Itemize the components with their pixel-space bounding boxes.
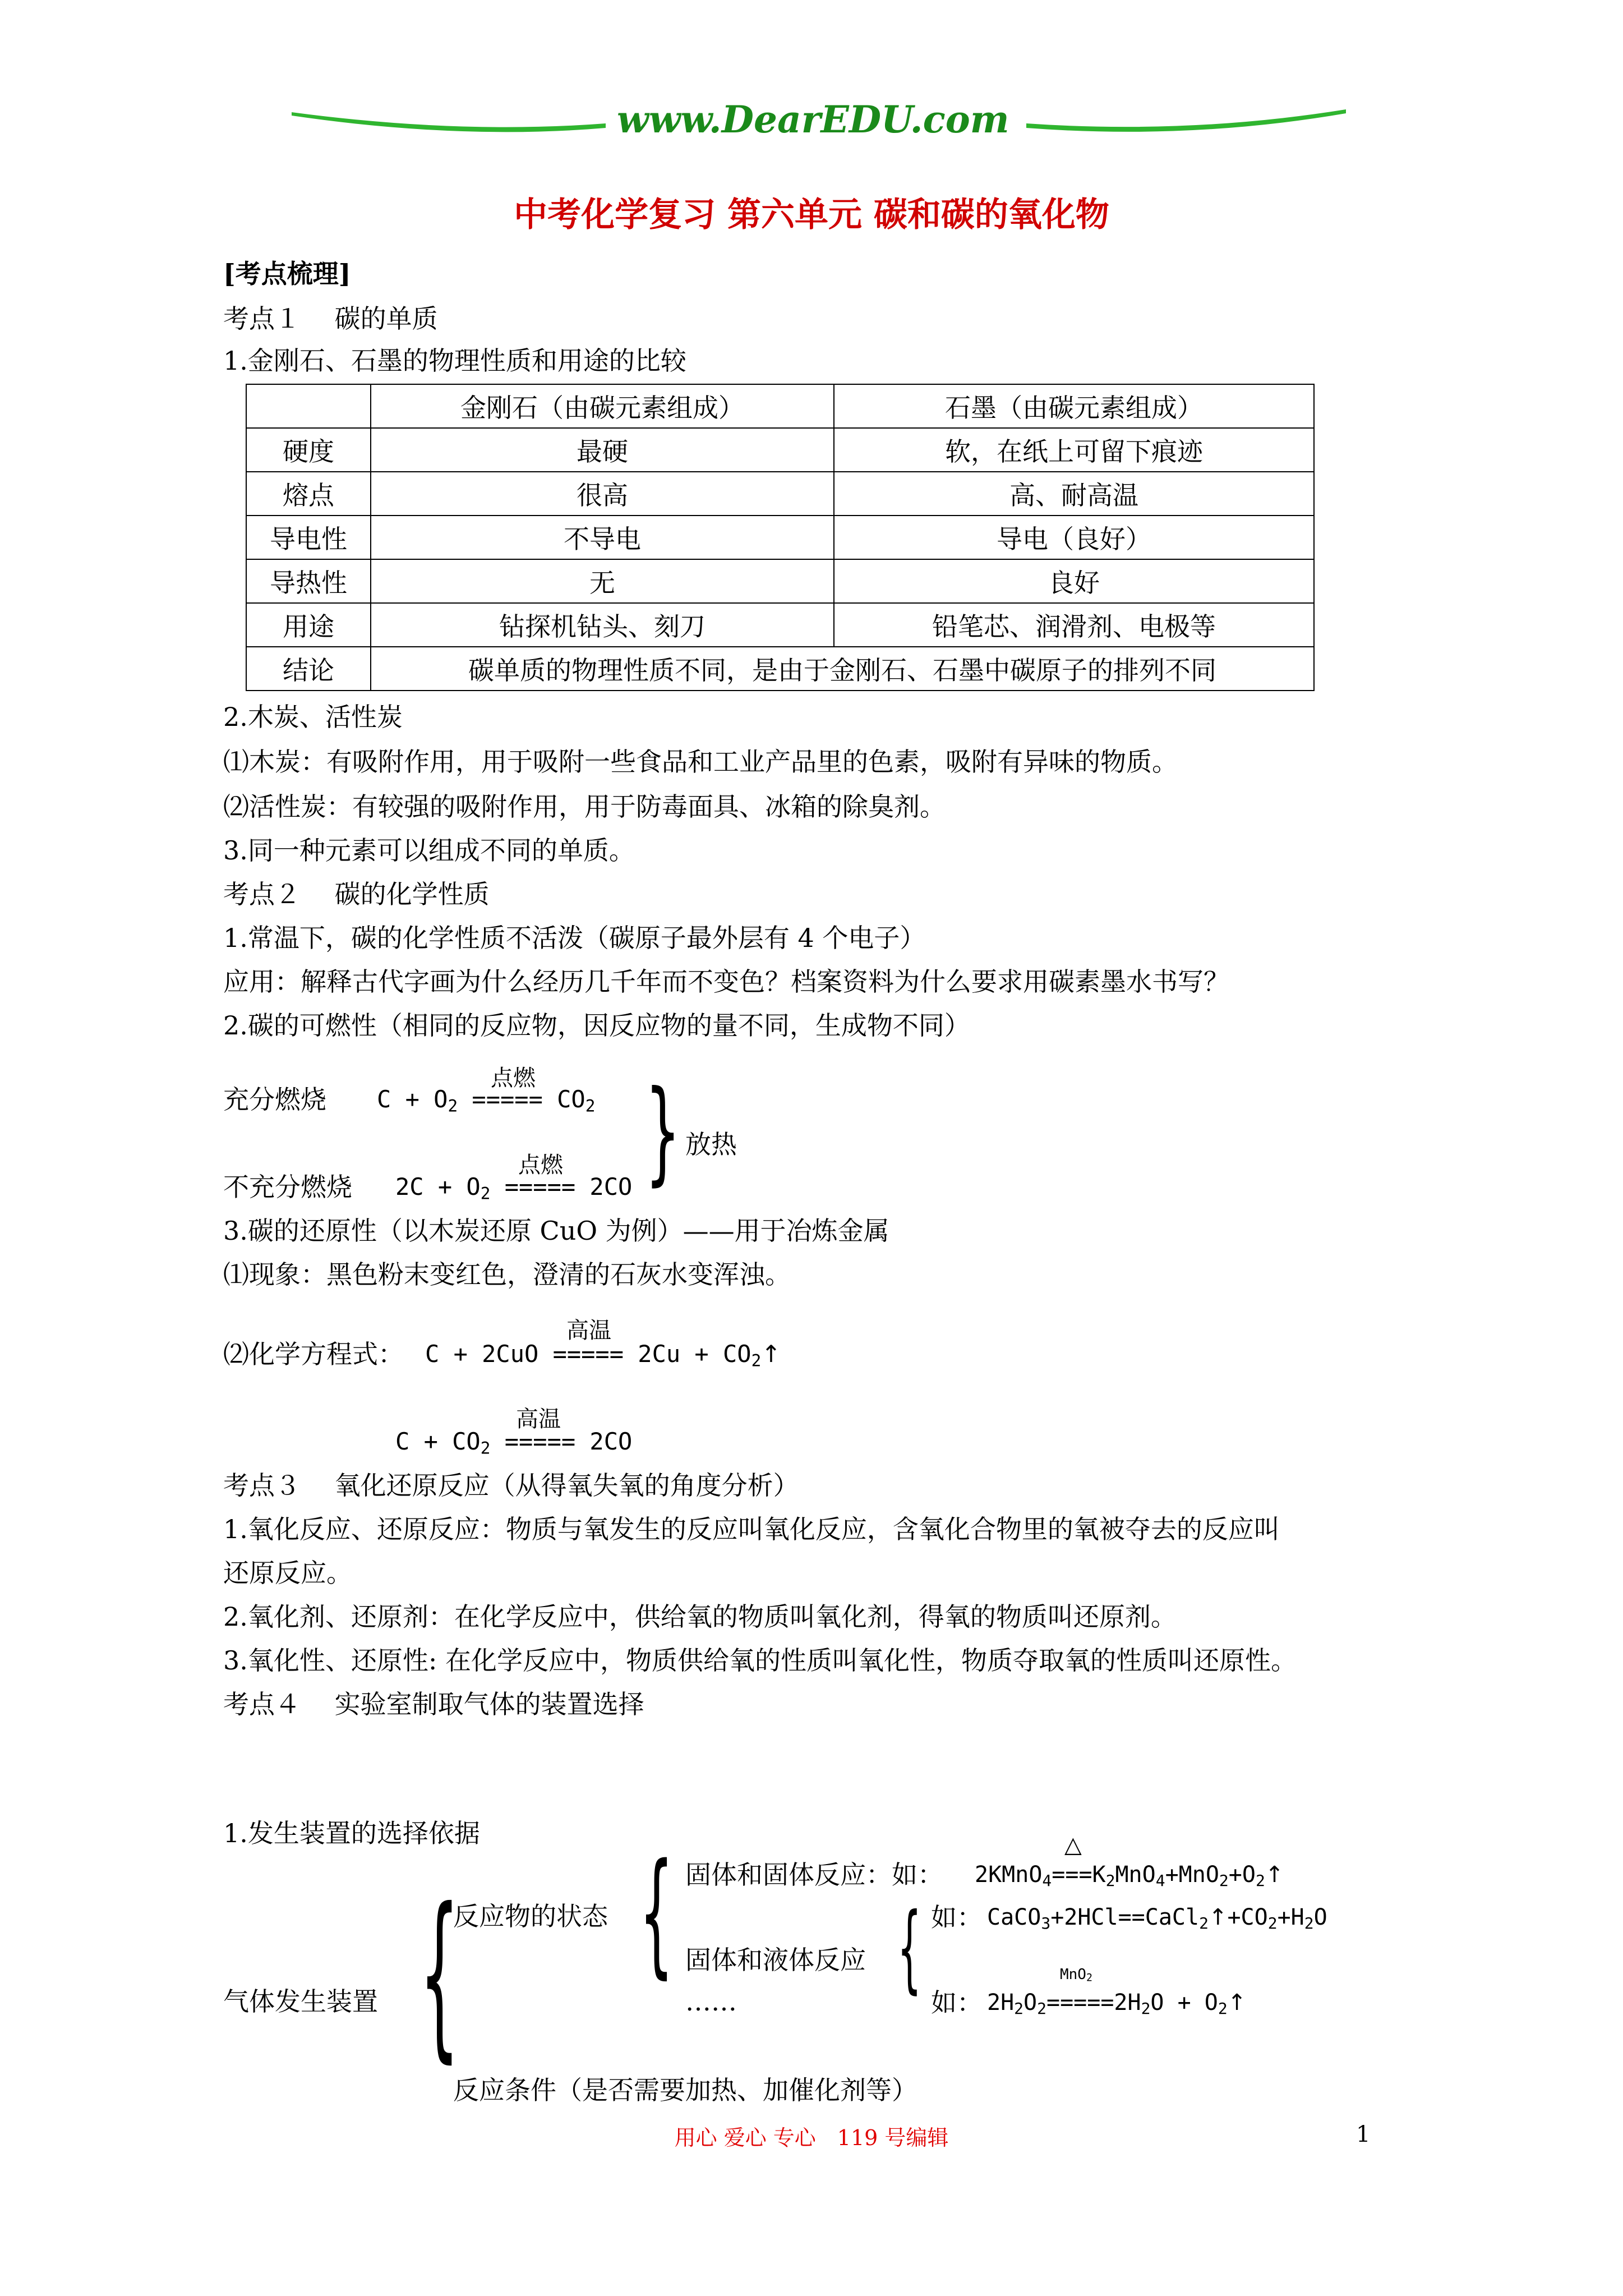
solid-liquid-brace: {: [897, 1893, 922, 2004]
incomplete-combustion-equation: $2C + O_2$ ===== 2CO: [395, 1173, 633, 1203]
table-cell: 良好: [834, 559, 1314, 603]
kp2-item1-app: 应用：解释古代字画为什么经历几千年而不变色？档案资料为什么要求用碳素墨水书写？: [223, 967, 1229, 997]
kp1-item2-1: ⑴木炭：有吸附作用，用于吸附一些食品和工业产品里的色素，吸附有异味的物质。: [223, 747, 1178, 777]
h2o2-prefix: 如：: [931, 1987, 983, 2018]
table-row: [246, 516, 1314, 559]
reactant-state-label: 反应物的状态: [453, 1901, 608, 1931]
state-brace: {: [639, 1834, 674, 1991]
table-cell: 导电（良好）: [834, 516, 1314, 559]
kp3-item2: 2.氧化剂、还原剂：在化学反应中，供给氧的物质叫氧化剂，得氧的物质叫还原剂。: [223, 1602, 1177, 1632]
kp4-item1: 1.发生装置的选择依据: [223, 1818, 480, 1848]
solid-solid-label: 固体和固体反应：如：: [685, 1860, 943, 1890]
kmno4-equation: $2KMnO_4===K_2MnO_4+MnO_2+O_2↑$: [975, 1862, 1284, 1890]
kp1-item3: 3.同一种元素可以组成不同的单质。: [223, 835, 635, 866]
kp3-item1-b: 还原反应。: [223, 1558, 352, 1588]
table-cell: 高、耐高温: [834, 472, 1314, 516]
table-cell: 用途: [246, 603, 371, 647]
kp3-heading: 考点３ 氧化还原反应（从得氧失氧的角度分析）: [223, 1470, 799, 1501]
high-temp-condition-2: 高温: [516, 1406, 561, 1432]
incomplete-combustion-label: 不充分燃烧: [223, 1172, 352, 1202]
table-row: [246, 428, 1314, 472]
kp3-item3: 3.氧化性、还原性: 在化学反应中，物质供给氧的性质叫氧化性，物质夺取氧的性质叫还原性。: [223, 1645, 1297, 1676]
table-cell: 不导电: [371, 516, 834, 559]
combustion-brace: }: [645, 1066, 681, 1197]
footer-text: 用心 爱心 专心 119 号编辑: [674, 2125, 949, 2150]
kp4-heading: 考点４ 实验室制取气体的装置选择: [223, 1689, 644, 1719]
table-conclusion: 碳单质的物理性质不同，是由于金刚石、石墨中碳原子的排列不同: [371, 647, 1314, 691]
site-logo: www.DearEDU.com: [617, 98, 1009, 141]
combust-condition-2: 点燃: [518, 1152, 563, 1178]
kp3-item1-a: 1.氧化反应、还原反应：物质与氧发生的反应叫氧化反应，含氧化合物里的氧被夺去的反应叫: [223, 1514, 1280, 1544]
kp1-heading: 考点１ 碳的单质: [223, 303, 438, 334]
table-cell: 铅笔芯、润滑剂、电极等: [834, 603, 1314, 647]
mno2-catalyst: MnO2: [1060, 1966, 1092, 1984]
table-header-cell: 金刚石（由碳元素组成）: [371, 384, 834, 428]
table-cell: 结论: [246, 647, 371, 691]
kp1-item2-2: ⑵活性炭：有较强的吸附作用，用于防毒面具、冰箱的除臭剂。: [223, 792, 946, 822]
table-header-cell: 石墨（由碳元素组成）: [834, 384, 1314, 428]
kp2-item1: 1.常温下，碳的化学性质不活泼（碳原子最外层有 4 个电子）: [223, 923, 926, 953]
table-row: [246, 647, 1314, 691]
kp1-item2: 2.木炭、活性炭: [223, 702, 403, 732]
table-cell: 最硬: [371, 428, 834, 472]
kp2-item3-2-label: ⑵化学方程式：: [223, 1339, 404, 1369]
delta-symbol: △: [1064, 1832, 1082, 1858]
reduction-equation-2: $C + CO_2$ ===== 2CO: [395, 1428, 633, 1458]
page-title: 中考化学复习 第六单元 碳和碳的氧化物: [514, 195, 1109, 234]
kp1-item1: 1.金刚石、石墨的物理性质和用途的比较: [223, 346, 686, 376]
full-combustion-equation: $C + O_2$ ===== $CO_2$: [377, 1085, 596, 1116]
table-header-row: [246, 384, 1314, 428]
table-cell: 导电性: [246, 516, 371, 559]
table-cell: 钻探机钻头、刻刀: [371, 603, 834, 647]
root-brace: {: [419, 1870, 460, 2079]
table-cell: 无: [371, 559, 834, 603]
table-header-cell: [246, 384, 371, 428]
table-cell: 软，在纸上可留下痕迹: [834, 428, 1314, 472]
solid-liquid-label: 固体和液体反应: [685, 1945, 866, 1975]
table-row: [246, 559, 1314, 603]
combust-condition-1: 点燃: [491, 1065, 536, 1091]
full-combustion-label: 充分燃烧: [223, 1084, 326, 1115]
table-cell: 熔点: [246, 472, 371, 516]
table-cell: 导热性: [246, 559, 371, 603]
table-row: [246, 472, 1314, 516]
exothermic-label: 放热: [685, 1129, 737, 1159]
table-cell: 很高: [371, 472, 834, 516]
table-row: [246, 603, 1314, 647]
gas-generator-label: 气体发生装置: [223, 1986, 378, 2017]
reaction-condition-label: 反应条件（是否需要加热、加催化剂等）: [453, 2075, 917, 2105]
kp2-item2: 2.碳的可燃性（相同的反应物，因反应物的量不同，生成物不同）: [223, 1010, 970, 1041]
section-label: [考点梳理]: [223, 259, 351, 289]
table-cell: 硬度: [246, 428, 371, 472]
kp2-item3: 3.碳的还原性（以木炭还原 CuO 为例）——用于冶炼金属: [223, 1216, 889, 1246]
page-number: 1: [1356, 2122, 1371, 2147]
reduction-equation-1: C + 2CuO ===== $2Cu + CO_2↑$: [425, 1340, 781, 1370]
caco3-equation: $CaCO_3+2HCl==CaCl_2↑+CO_2+H_2O$: [987, 1904, 1327, 1932]
caco3-prefix: 如：: [931, 1902, 983, 1932]
h2o2-equation: $2H_2O_2=====2H_2O$ + $O_2↑$: [987, 1990, 1247, 2018]
comparison-table: [246, 384, 1315, 691]
ellipsis-item: ……: [685, 1986, 737, 2017]
high-temp-condition-1: 高温: [566, 1318, 611, 1343]
kp2-item3-1: ⑴现象：黑色粉末变红色，澄清的石灰水变浑浊。: [223, 1259, 791, 1290]
kp2-heading: 考点２ 碳的化学性质: [223, 879, 490, 909]
